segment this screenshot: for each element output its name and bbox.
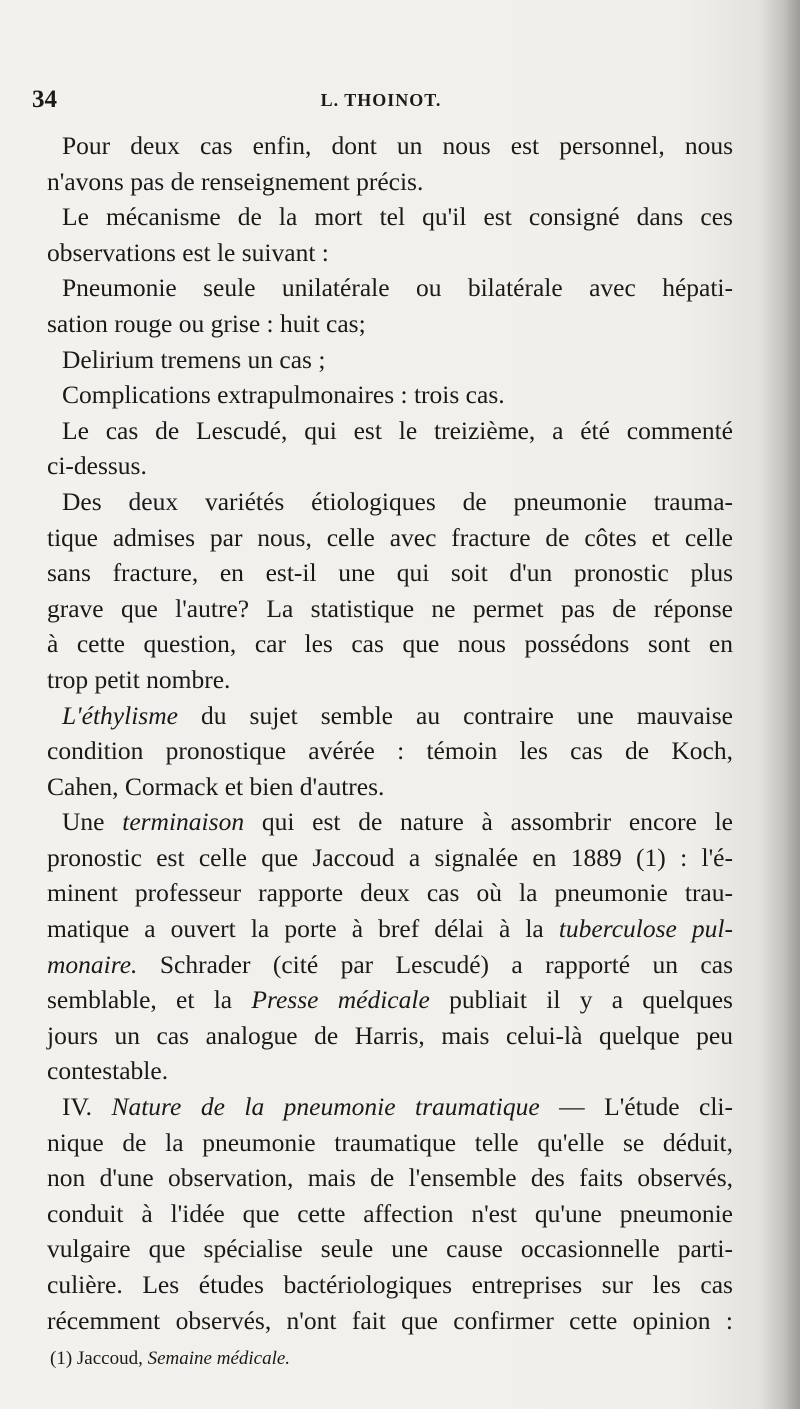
footnote-ref: (1) Jaccoud,	[50, 1348, 148, 1369]
text-line: trop petit nombre.	[47, 664, 231, 694]
text-span: IV.	[62, 1092, 112, 1122]
text-line	[47, 982, 733, 1018]
text-line: Le mécanisme de la mort tel qu'il est consigné dans ces	[62, 202, 733, 232]
text-line: Des deux variétés étiologiques de pneumonie trauma-	[62, 486, 733, 516]
text-span: semblable, et la	[47, 985, 252, 1015]
text-line: Pour deux cas enfin, dont un nous est personnel, nous	[62, 131, 733, 160]
text-span: matique a ouvert la porte à bref délai à la	[47, 914, 559, 944]
text-line: observations est le suivant :	[47, 237, 329, 267]
text-line	[47, 947, 733, 983]
text-line: jours un cas analogue de Harris, mais celui-là quelque peu	[47, 1020, 733, 1050]
text-line: Le cas de Lescudé, qui est le treizième, a été commenté	[62, 415, 733, 445]
text-line: Delirium tremens un cas ;	[62, 344, 326, 374]
text-line: récemment observés, n'ont fait que confirmer cette opinion :	[47, 1305, 733, 1335]
text-line: sation rouge ou grise : huit cas;	[47, 308, 366, 338]
italic-span: tuberculose pul-	[558, 914, 734, 944]
italic-span: monaire.	[47, 949, 138, 979]
text-line: non d'une observation, mais de l'ensemble des faits observés,	[47, 1163, 733, 1193]
footnote	[50, 1348, 290, 1370]
text-line: n'avons pas de renseignement précis.	[47, 166, 424, 196]
body-text	[47, 128, 733, 1338]
page-header	[32, 86, 730, 120]
text-line: sans fracture, en est-il une qui soit d'un pronostic plus	[47, 558, 733, 588]
text-line	[47, 698, 733, 734]
text-line	[47, 804, 733, 840]
text-line: Complications extrapulmonaires : trois cas.	[62, 380, 505, 410]
italic-span: Nature de la pneumonie traumatique	[111, 1092, 540, 1122]
page-edge-shadow	[760, 0, 800, 1409]
italic-span: terminaison	[122, 807, 245, 837]
footnote-source: Semaine médicale.	[147, 1348, 291, 1369]
running-head: L. THOINOT.	[320, 90, 442, 110]
text-span: qui est de nature à assombrir encore le	[244, 807, 733, 837]
italic-span: L'éthylisme	[62, 700, 178, 730]
text-line: culière. Les études bactériologiques entreprises sur les cas	[47, 1270, 733, 1299]
text-line: Cahen, Cormack et bien d'autres.	[47, 771, 385, 801]
text-line: minent professeur rapporte deux cas où la pneumonie trau-	[47, 878, 733, 908]
page-number: 34	[32, 86, 57, 113]
text-line: pronostic est celle que Jaccoud a signalée en 1889 (1) : l'é-	[47, 842, 733, 872]
text-span: — L'étude cli-	[539, 1092, 733, 1122]
text-line: vulgaire que spécialise seule une cause occasionnelle parti-	[47, 1234, 733, 1264]
text-line: à cette question, car les cas que nous possédons sont en	[47, 629, 733, 659]
text-line: contestable.	[47, 1056, 169, 1086]
text-span: publiait il y a quelques	[429, 985, 733, 1015]
text-line	[47, 1089, 733, 1125]
text-line: conduit à l'idée que cette affection n'est qu'une pneumonie	[47, 1198, 733, 1228]
italic-span: Presse médicale	[251, 985, 430, 1015]
text-line: ci-dessus.	[47, 451, 147, 481]
text-line: Pneumonie seule unilatérale ou bilatérale avec hépati-	[62, 273, 733, 303]
text-line: condition pronostique avérée : témoin les cas de Koch,	[47, 736, 733, 766]
text-line	[47, 911, 733, 947]
text-line: tique admises par nous, celle avec fracture de côtes et celle	[47, 522, 733, 552]
text-line: grave que l'autre? La statistique ne permet pas de réponse	[47, 593, 733, 623]
text-span: du sujet semble au contraire une mauvaise	[177, 700, 733, 730]
text-line: nique de la pneumonie traumatique telle qu'elle se déduit,	[47, 1127, 733, 1157]
text-span: Schrader (cité par Lescudé) a rapporté un cas	[137, 949, 733, 979]
text-span: Une	[62, 807, 123, 837]
